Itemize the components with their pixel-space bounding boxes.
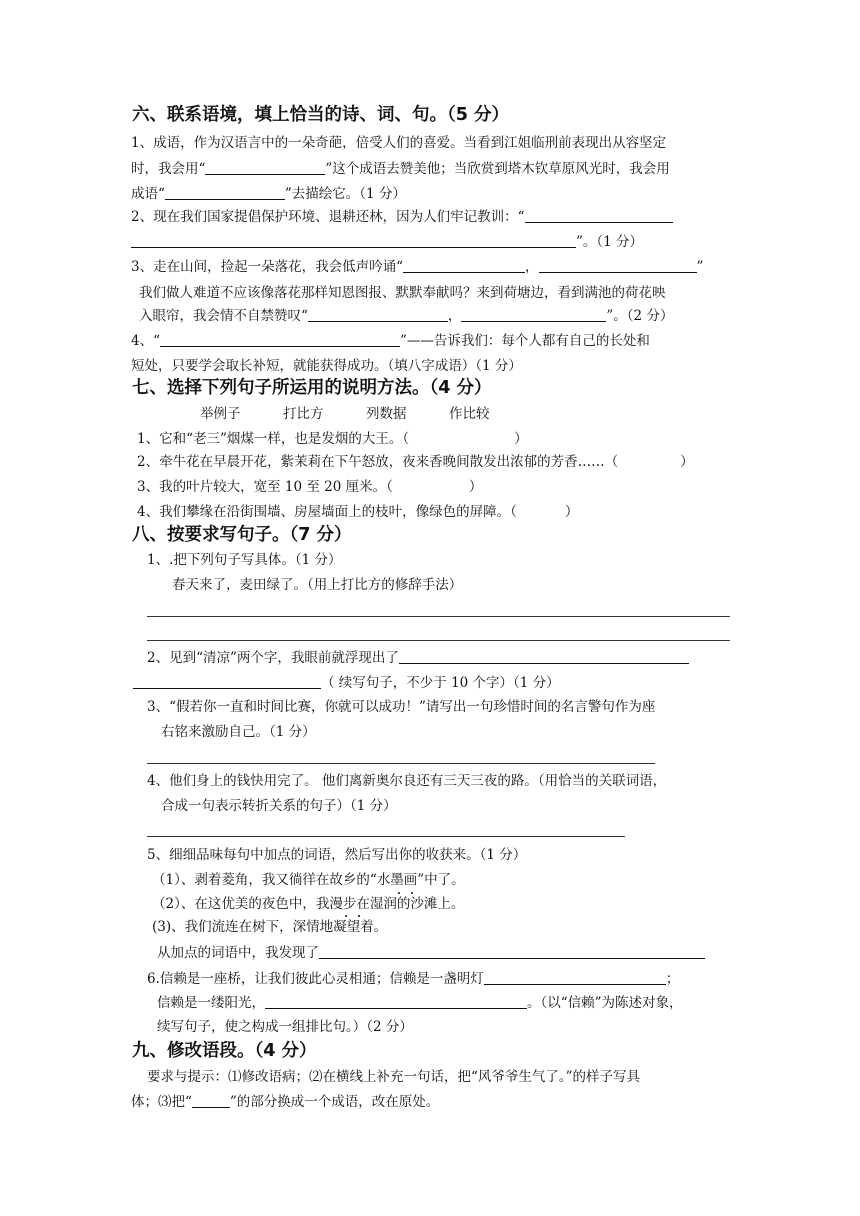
s8-q4-line2: 合成一句表示转折关系的句子）（1 分） <box>161 798 397 814</box>
blank-cool-continue[interactable] <box>399 649 689 664</box>
blank-finding[interactable] <box>319 944 705 959</box>
option-comparison: 作比较 <box>449 406 490 422</box>
s6-q1-line3: 成语“ ”去描绘它。（1 分） <box>131 186 406 202</box>
s7-q3: 3、我的叶片较大，宽至 10 至 20 厘米。（ ） <box>137 479 483 495</box>
s8-q5-item1: （1）、剥着菱角，我又徜徉在故乡的“水墨画”中了。 <box>152 872 465 888</box>
s8-q3-line2: 右铭来激励自己。（1 分） <box>161 724 316 740</box>
s7-q2: 2、牵牛花在早晨开花，紫茉莉在下午怒放，夜来香晚间散发出浓郁的芳香……（ ） <box>137 454 694 470</box>
s8-q3-line1: 3、“假若你一直和时间比赛，你就可以成功！”请写出一句珍惜时间的名言警句作为座 <box>147 699 656 715</box>
blank-trust-sunlight[interactable] <box>265 994 527 1009</box>
blank-lotus-1[interactable] <box>308 307 448 322</box>
s9-instructions-line1: 要求与提示：⑴修改语病；⑵在横线上补充一句话，把“风爷爷生气了。”的样子写具 <box>147 1069 641 1085</box>
s6-q3-line2: 我们做人难道不应该像落花那样知恩图报、默默奉献吗？来到荷塘边，看到满池的荷花映 <box>139 285 666 301</box>
s6-q2-line1: 2、现在我们国家提倡保护环境、退耕还林，因为人们牢记教训：“ <box>131 208 673 226</box>
answer-line-s8q4[interactable] <box>147 836 625 837</box>
s8-q5-prompt: 5、细细品味每句中加点的词语，然后写出你的收获来。（1 分） <box>147 847 527 863</box>
s7-q1: 1、它和“老三”烟煤一样，也是发烟的大王。（ ） <box>137 431 528 447</box>
blank-eight-char-idiom[interactable] <box>160 332 400 347</box>
section-9-title: 九、修改语段。（4 分） <box>132 1041 317 1061</box>
s6-q4-line1: 4、“ ”——告诉我们：每个人都有自己的长处和 <box>131 333 650 349</box>
emphasis-dot <box>398 892 400 894</box>
blank-trust-lamp[interactable] <box>484 970 666 985</box>
s8-q6-line2: 信赖是一缕阳光， 。（以“信赖”为陈述对象， <box>157 995 683 1011</box>
option-data: 列数据 <box>366 406 407 422</box>
s8-q1-sentence: 春天来了，麦田绿了。（用上打比方的修辞手法） <box>172 577 463 593</box>
answer-line-s8q1-2[interactable] <box>147 640 730 641</box>
s6-q2-line2: ”。（1 分） <box>131 233 643 251</box>
s6-q1-line1: 1、成语，作为汉语言中的一朵奇葩，倍受人们的喜爱。当看到江姐临刑前表现出从容坚定 <box>131 135 667 151</box>
emphasis-dot <box>358 915 360 917</box>
s8-q2-line1: 2、见到“清凉”两个字，我眼前就浮现出了 <box>147 649 689 667</box>
s8-q4-line1: 4、他们身上的钱快用完了。 他们离新奥尔良还有三天三夜的路。（用恰当的关联词语， <box>147 773 667 789</box>
section-8-title: 八、按要求写句子。（7 分） <box>132 525 352 545</box>
s6-q3-line1: 3、走在山间，捡起一朵落花，我会低声吟诵“ ， ” <box>131 259 704 275</box>
s8-q2-line2: （ 续写句子，不少于 10 个字）（1 分） <box>133 674 560 692</box>
s6-q3-line3: 入眼帘，我会情不自禁赞叹“ ， ”。（2 分） <box>139 308 674 324</box>
s9-instructions-line2: 体；⑶把“ ”的部分换成一个成语，改在原处。 <box>131 1094 440 1110</box>
section-7-title: 七、选择下列句子所运用的说明方法。（4 分） <box>132 378 492 398</box>
blank-lotus-2[interactable] <box>461 307 606 322</box>
blank-poem-1[interactable] <box>403 258 525 273</box>
blank-lesson-2[interactable] <box>131 233 576 248</box>
s8-q6-line1: 6.信赖是一座桥，让我们彼此心灵相通；信赖是一盏明灯 ； <box>147 971 680 987</box>
answer-line-s8q3[interactable] <box>147 763 655 764</box>
s8-q6-line3: 续写句子，使之构成一组排比句。）（2 分） <box>157 1019 413 1035</box>
option-analogy: 打比方 <box>283 406 324 422</box>
section-6-title: 六、联系语境，填上恰当的诗、词、句。（5 分） <box>132 105 510 125</box>
s8-q5-item3: (3)、我们流连在树下，深情地凝望着。 <box>152 919 388 935</box>
s7-q4: 4、我们攀缘在沿街围墙、房屋墙面上的枝叶，像绿色的屏障。（ ） <box>137 504 579 520</box>
s6-q4-line2: 短处，只要学会取长补短，就能获得成功。（填八字成语）（1 分） <box>131 358 522 374</box>
option-example: 举例子 <box>200 406 241 422</box>
blank-idiom-1[interactable] <box>205 160 325 175</box>
blank-cool-continue-2[interactable] <box>133 674 321 689</box>
answer-line-s8q1-1[interactable] <box>147 616 730 617</box>
blank-idiom-2[interactable] <box>165 185 285 200</box>
emphasis-dot <box>411 892 413 894</box>
underline-sample <box>192 1093 230 1108</box>
s8-q5-item2: （2）、在这优美的夜色中，我漫步在湿润的沙滩上。 <box>152 896 465 912</box>
blank-lesson-1[interactable] <box>525 208 673 223</box>
blank-poem-2[interactable] <box>539 258 697 273</box>
s8-q5-finding: 从加点的词语中，我发现了 <box>157 944 705 962</box>
emphasis-dot <box>345 915 347 917</box>
s6-q1-line2: 时，我会用“ ”这个成语去赞美他；当欣赏到塔木钦草原风光时，我会用 <box>131 161 670 177</box>
s8-q1-prompt: 1、.把下列句子写具体。（1 分） <box>147 552 342 568</box>
